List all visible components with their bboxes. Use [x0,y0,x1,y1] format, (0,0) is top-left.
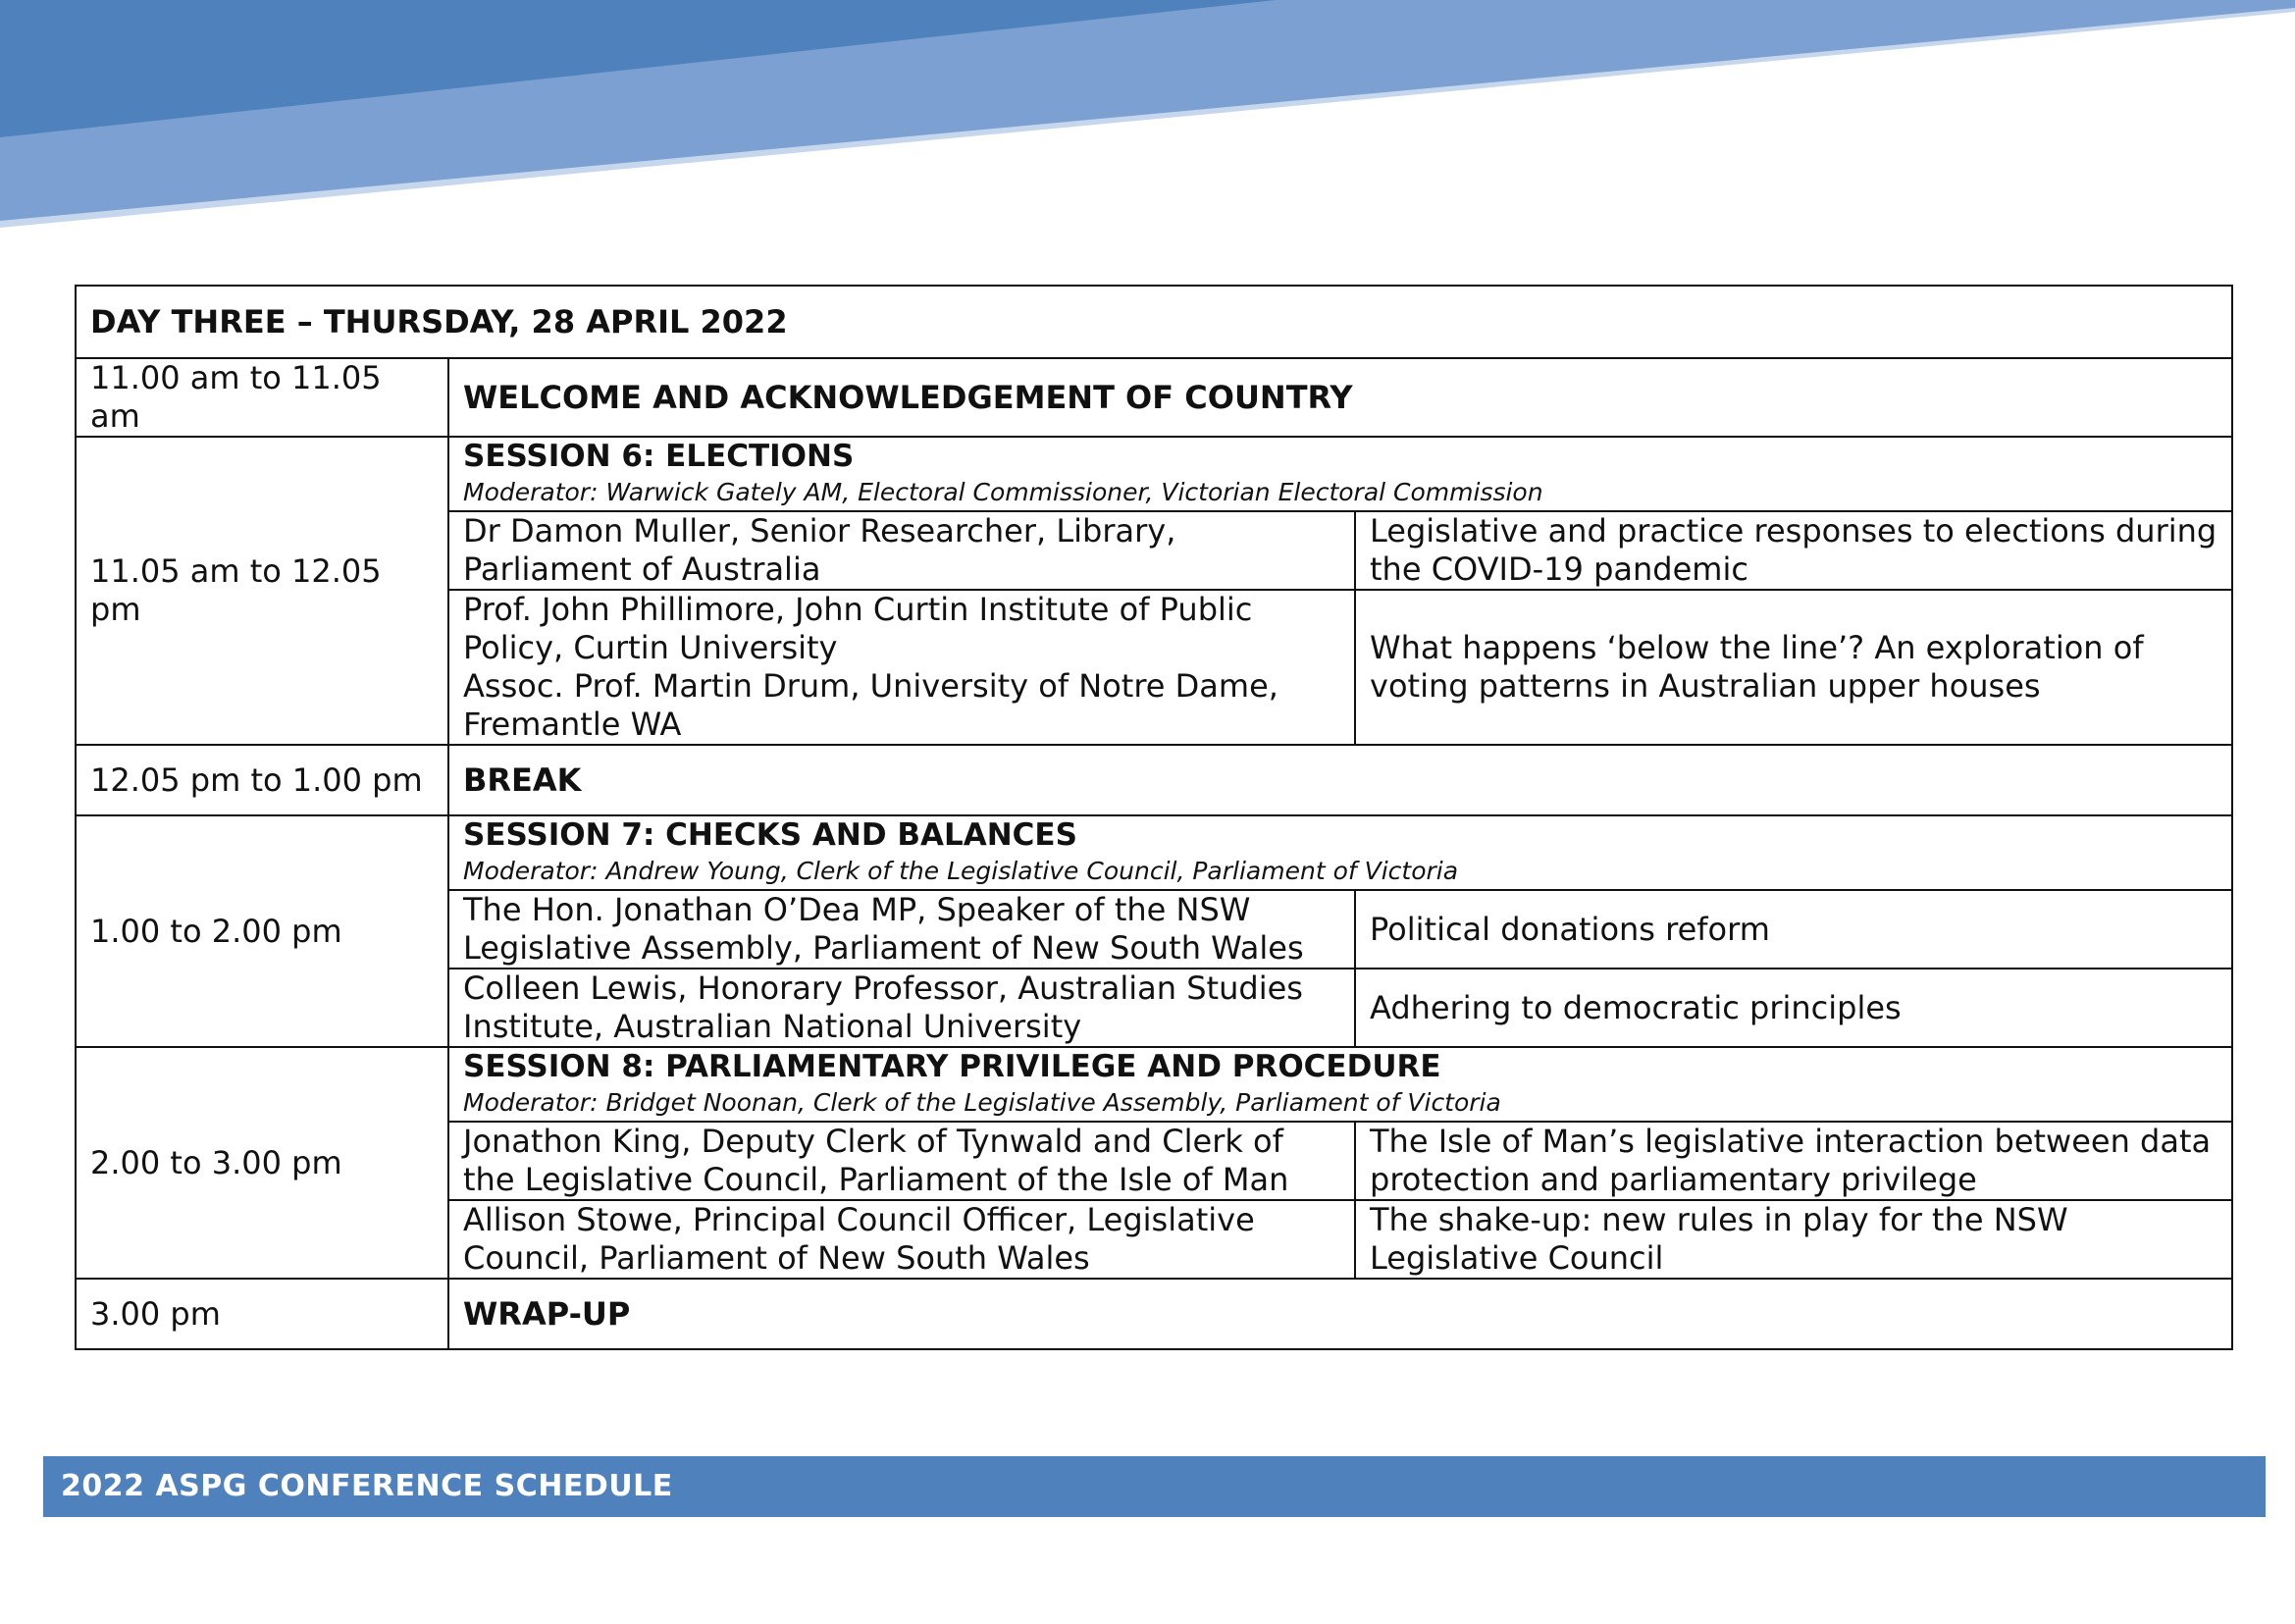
session7-header [448,815,2232,890]
session6-time: 11.05 am to 12.05 pm [76,437,448,745]
wrapup-time: 3.00 pm [76,1279,448,1349]
break-row [76,745,2232,815]
session8-talk1-topic: The Isle of Man’s legislative interaction between data protection and parliamentary privilege [1355,1122,2232,1200]
session7-moderator: Moderator: Andrew Young, Clerk of the Legislative Council, Parliament of Victoria [463,857,1459,885]
session8-talk2-topic: The shake-up: new rules in play for the NSW Legislative Council [1355,1200,2232,1279]
wrapup-row [76,1279,2232,1349]
session6-talk2-speakers [448,590,1355,745]
footer-title: 2022 ASPG CONFERENCE SCHEDULE [61,1469,673,1503]
day-heading-row [76,286,2232,358]
session6-talk2-speaker: Prof. John Phillimore, John Curtin Institute of Public Policy, Curtin University [463,591,1253,666]
welcome-row [76,358,2232,437]
session7-time: 1.00 to 2.00 pm [76,815,448,1047]
session7-talk1-topic: Political donations reform [1355,890,2232,969]
session7-talk2-speaker: Colleen Lewis, Honorary Professor, Australian Studies Institute, Australian National University [448,969,1355,1047]
session6-talk2-topic: What happens ‘below the line’? An exploration of voting patterns in Australian upper houses [1355,590,2232,745]
session8-title: SESSION 8: PARLIAMENTARY PRIVILEGE AND PROCEDURE [463,1049,1441,1084]
session6-talk1-speaker: Dr Damon Muller, Senior Researcher, Library, Parliament of Australia [448,511,1355,590]
session6-header-row [76,437,2232,511]
break-time: 12.05 pm to 1.00 pm [76,745,448,815]
session7-talk1-speaker: The Hon. Jonathan O’Dea MP, Speaker of the NSW Legislative Assembly, Parliament of New South Wales [448,890,1355,969]
welcome-time: 11.00 am to 11.05 am [76,358,448,437]
session6-talk1-topic: Legislative and practice responses to elections during the COVID-19 pandemic [1355,511,2232,590]
session6-title: SESSION 6: ELECTIONS [463,439,855,474]
session7-title: SESSION 7: CHECKS AND BALANCES [463,817,1077,853]
wrapup-title: WRAP-UP [448,1279,2232,1349]
footer-bar [43,1456,2266,1517]
header-banner [0,0,2295,236]
session6-header [448,437,2232,511]
session8-time: 2.00 to 3.00 pm [76,1047,448,1279]
session8-talk1-speaker: Jonathon King, Deputy Clerk of Tynwald and Clerk of the Legislative Council, Parliament of the Isle of Man [448,1122,1355,1200]
session6-talk2-speaker2: Assoc. Prof. Martin Drum, University of Notre Dame, Fremantle WA [463,667,1278,743]
schedule-table [75,285,2233,1350]
session8-header-row [76,1047,2232,1122]
session8-header [448,1047,2232,1122]
session7-talk2-topic: Adhering to democratic principles [1355,969,2232,1047]
welcome-title: WELCOME AND ACKNOWLEDGEMENT OF COUNTRY [448,358,2232,437]
session7-header-row [76,815,2232,890]
session6-moderator: Moderator: Warwick Gately AM, Electoral Commissioner, Victorian Electoral Commission [463,478,1543,506]
session8-moderator: Moderator: Bridget Noonan, Clerk of the Legislative Assembly, Parliament of Victoria [463,1088,1501,1117]
session8-talk2-speaker: Allison Stowe, Principal Council Officer, Legislative Council, Parliament of New South Wales [448,1200,1355,1279]
break-title: BREAK [448,745,2232,815]
day-heading: DAY THREE – THURSDAY, 28 APRIL 2022 [76,286,2232,358]
